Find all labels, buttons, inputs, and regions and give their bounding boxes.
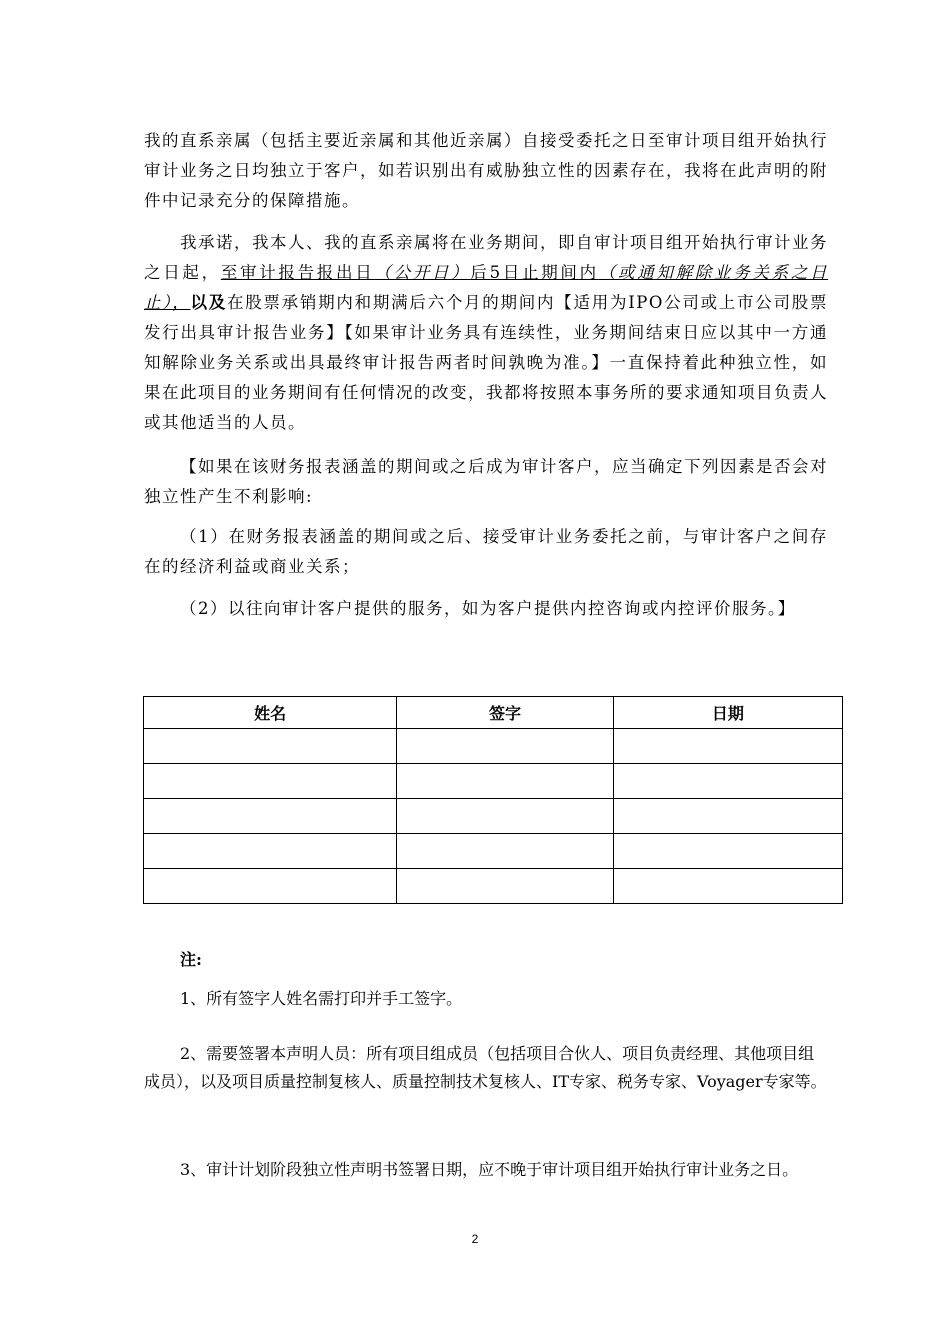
- table-header-row: [144, 697, 843, 729]
- paragraph-condition: [144, 452, 828, 512]
- cell-name: [144, 764, 397, 799]
- para-2-e: （或通知解除业务关系之日止），: [144, 263, 829, 312]
- para-2-a: 我承诺，我本人、我的直系亲属将在业务期间，即自审计项目组开始执行审计业务之日起，: [144, 233, 828, 282]
- note-3-block: [144, 1156, 828, 1184]
- note-3: 3、审计计划阶段独立性声明书签署日期，应不晚于审计项目组开始执行审计业务之日。: [180, 1160, 799, 1179]
- table-row: [144, 799, 843, 834]
- table-row: [144, 764, 843, 799]
- table-row: [144, 869, 843, 904]
- cell-signature: [397, 834, 613, 869]
- cell-signature: [397, 764, 613, 799]
- notes-section: [144, 946, 828, 1013]
- cell-date: [613, 869, 842, 904]
- table-row: [144, 729, 843, 764]
- cell-name: [144, 729, 397, 764]
- para-2-b: 至审计报告报出日: [220, 263, 375, 282]
- cell-date: [613, 834, 842, 869]
- cell-signature: [397, 869, 613, 904]
- note-2: 2、需要签署本声明人员：所有项目组成员（包括项目合伙人、项目负责经理、其他项目组成员），以及项目质量控制复核人、质量控制技术复核人、IT专家、税务专家、Voyager专家等。: [144, 1044, 827, 1091]
- para-2-c: （公开日）: [374, 263, 471, 282]
- para-4: （1）在财务报表涵盖的期间或之后、接受审计业务委托之前，与审计客户之间存在的经济利益或商业关系；: [144, 527, 828, 576]
- cell-date: [613, 764, 842, 799]
- page-number: 2: [471, 1232, 479, 1246]
- cell-name: [144, 834, 397, 869]
- para-2-g: 在股票承销期内和期满后六个月的期间内【适用为IPO公司或上市公司股票发行出具审计报告业务】【如果审计业务具有连续性，业务期间结束日应以其中一方通知解除业务关系或出具最终审计报告两者时间孰晚为准。】一直保持着此种独立性，如果在此项目的业务期间有任何情况的改变，我都将按照本事务所的要求通知项目负责人或其他适当的人员。: [144, 293, 829, 432]
- table-row: [144, 834, 843, 869]
- cell-signature: [397, 729, 613, 764]
- para-3: 【如果在该财务报表涵盖的期间或之后成为审计客户，应当确定下列因素是否会对独立性产生不利影响:: [144, 457, 828, 506]
- paragraph-factor-2: [144, 594, 828, 624]
- note-2-block: [144, 1040, 828, 1096]
- para-1: 我的直系亲属（包括主要近亲属和其他近亲属）自接受委托之日至审计项目组开始执行审计业务之日均独立于客户，如若识别出有威胁独立性的因素存在，我将在此声明的附件中记录充分的保障措施。: [144, 131, 828, 210]
- para-2-d: 后5日止期间内: [470, 263, 599, 282]
- signature-table: [143, 696, 843, 904]
- header-date: 日期: [613, 697, 842, 729]
- header-name: 姓名: [144, 697, 397, 729]
- cell-name: [144, 869, 397, 904]
- paragraph-independence: [144, 126, 828, 216]
- cell-signature: [397, 799, 613, 834]
- cell-date: [613, 729, 842, 764]
- paragraph-factor-1: [144, 522, 828, 582]
- note-1: 1、所有签字人姓名需打印并手工签字。: [180, 989, 463, 1008]
- header-signature: 签字: [397, 697, 613, 729]
- cell-date: [613, 799, 842, 834]
- cell-name: [144, 799, 397, 834]
- para-2-f: 以及: [190, 293, 227, 312]
- notes-heading: 注:: [180, 950, 202, 969]
- para-2: [144, 228, 828, 438]
- para-5: （2）以往向审计客户提供的服务，如为客户提供内控咨询或内控评价服务。】: [180, 599, 796, 618]
- paragraph-commitment: [144, 228, 828, 438]
